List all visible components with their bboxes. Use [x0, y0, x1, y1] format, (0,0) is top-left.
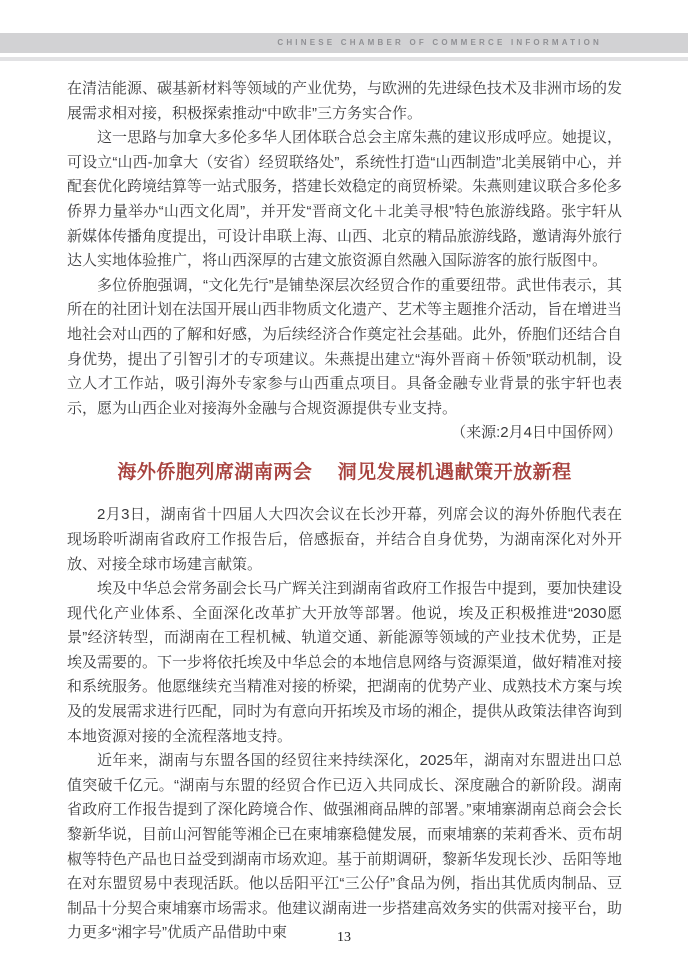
paragraph: 近年来，湖南与东盟各国的经贸往来持续深化，2025年，湖南对东盟进出口总值突破千亿元。“湖南与东盟的经贸合作已迈入共同成长、深度融合的新阶段。湖南省政府工作报告提到了深化跨境合作、做强湘商品牌的部署。”柬埔寨湖南总商会会长黎新华说，目前山河智能等湘企已在柬埔寨稳健发展，而柬埔寨的茉莉香米、贡布胡椒等特色产品也日益受到湖南市场欢迎。基于前期调研，黎新华发现长沙、岳阳等地在对东盟贸易中表现活跃。他以岳阳平江“三公仔”食品为例，指出其优质肉制品、豆制品十分契合柬埔寨市场需求。他建议湖南进一步搭建高效务实的供需对接平台，助力更多“湘字号”优质产品借助中柬: [67, 752, 623, 942]
page-number: 13: [337, 930, 351, 945]
header-banner: [0, 33, 688, 53]
article-shanxi-continuation: [67, 77, 623, 442]
paragraph: [67, 274, 623, 442]
header-divider: [0, 57, 688, 61]
paragraph: 埃及中华总会常务副会长马广辉关注到湖南省政府工作报告中提到，要加快建设现代化产业体系、全面深化改革扩大开放等部署。他说，埃及正积极推进“2030愿景”经济转型，而湖南在工程机械、轨道交通、新能源等领域的产业技术优势，正是埃及需要的。下一步将依托埃及中华总会的本地信息网络与资源渠道，做好精准对接和系统服务。他愿继续充当精准对接的桥梁，把湖南的优势产业、成熟技术方案与埃及的发展需求进行匹配，同时为有意向开拓埃及市场的湘企，提供从政策法律咨询到本地资源对接的全流程落地支持。: [67, 580, 623, 745]
paragraph: 2月3日，湖南省十四届人大四次会议在长沙开幕，列席会议的海外侨胞代表在现场聆听湖南省政府工作报告后，倍感振奋，并结合自身优势，为湖南深化对外开放、对接全球市场建言献策。: [67, 506, 622, 573]
article-hunan: [67, 457, 622, 946]
article-title: 海外侨胞列席湖南两会 洞见发展机遇献策开放新程: [117, 462, 572, 484]
source-note: （来源:2月4日中国侨网）: [451, 424, 622, 442]
banner-title: CHINESE CHAMBER OF COMMERCE INFORMATION: [277, 38, 602, 47]
paragraph: 这一思路与加拿大多伦多华人团体联合总会主席朱燕的建议形成呼应。她提议，可设立“山西-加拿大（安省）经贸联络处”，系统性打造“山西制造”北美展销中心，并配套优化跨境结算等一站式服务，搭建长效稳定的商贸桥梁。朱燕则建议联合多伦多侨界力量举办“山西文化周”，并开发“晋商文化＋北美寻根”特色旅游线路。张宇轩从新媒体传播角度提出，可设计串联上海、山西、北京的精品旅游线路，邀请海外旅行达人实地体验推广，将山西深厚的古建文旅资源自然融入国际游客的旅行版图中。: [67, 129, 623, 270]
page-content: [67, 77, 622, 946]
paragraph: 在清洁能源、碳基新材料等领域的产业优势，与欧洲的先进绿色技术及非洲市场的发展需求相对接，积极探索推动“中欧非”三方务实合作。: [67, 80, 623, 122]
paragraph-text: 多位侨胞强调，“文化先行”是铺垫深层次经贸合作的重要纽带。武世伟表示，其所在的社团计划在法国开展山西非物质文化遗产、艺术等主题推介活动，旨在增进当地社会对山西的了解和好感，为后续经济合作奠定社会基础。此外，侨胞们还结合自身优势，提出了引智引才的专项建议。朱燕提出建立“海外晋商＋侨领”联动机制，设立人才工作站，吸引海外专家参与山西重点项目。具备金融专业背景的张宇轩也表示，愿为山西企业对接海外金融与合规资源提供专业支持。: [67, 276, 623, 417]
